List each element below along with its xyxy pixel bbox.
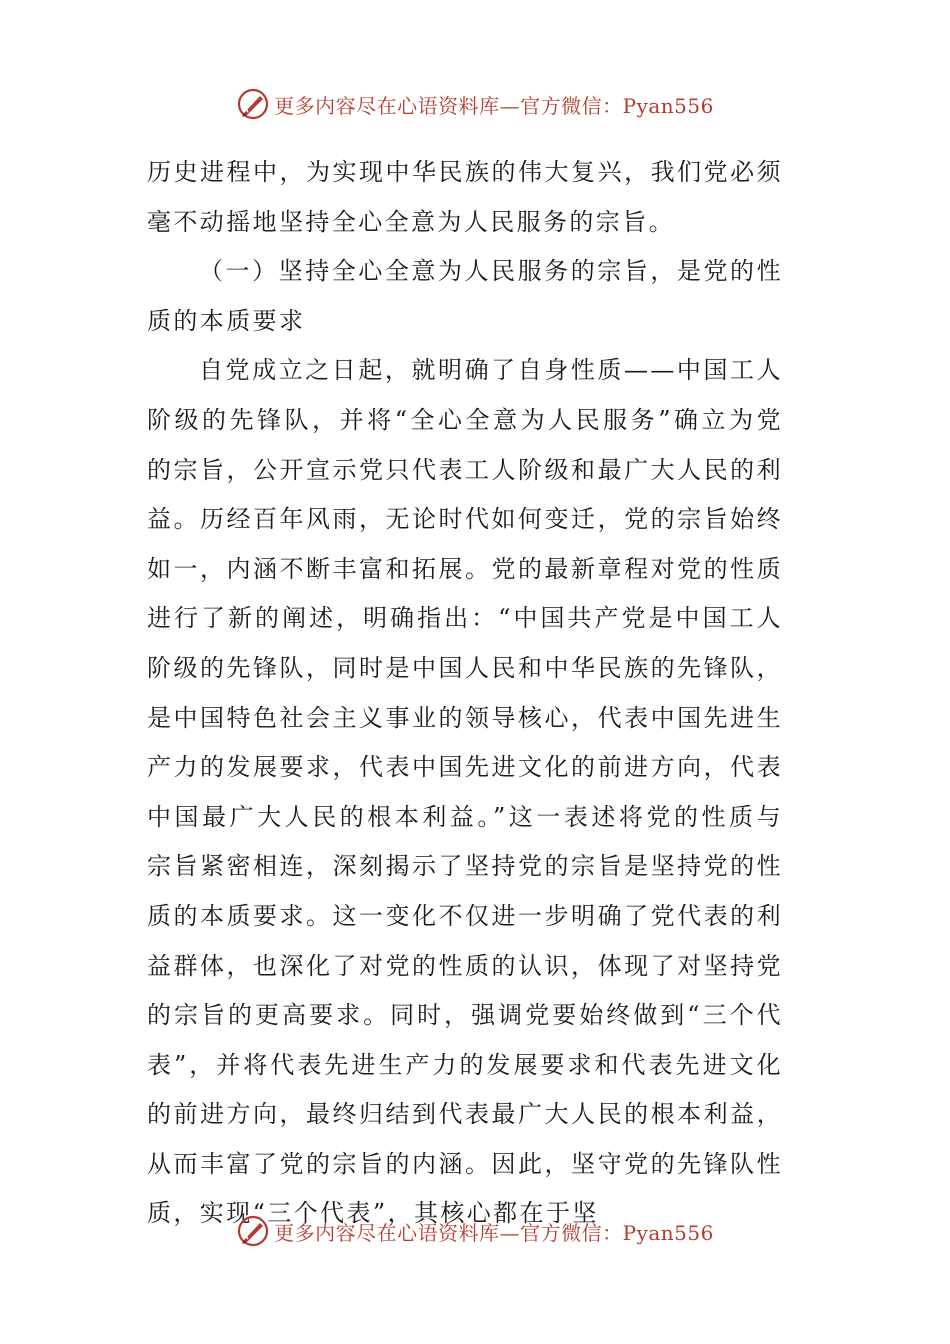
pen-logo-icon [236,87,270,121]
document-body [147,148,783,1239]
section-heading: （一）坚持全心全意为人民服务的宗旨，是党的性质的本质要求 [147,257,783,335]
header-banner-text: 更多内容尽在心语资料库—官方微信：Pyan556 [274,93,714,118]
pen-logo-icon [236,1214,270,1248]
paragraph-main: 自党成立之日起，就明确了自身性质——中国工人阶级的先锋队，并将“全心全意为人民服务”确立为党的宗旨，公开宣示党只代表工人阶级和最广大人民的利益。历经百年风雨，无论时代如何变迁，党的宗旨始终如一，内涵不断丰富和拓展。党的最新章程对党的性质进行了新的阐述，明确指出：“中国共产党是中国工人阶级的先锋队，同时是中国人民和中华民族的先锋队，是中国特色社会主义事业的领导核心，代表中国先进生产力的发展要求，代表中国先进文化的前进方向，代表中国最广大人民的根本利益。”这一表述将党的性质与宗旨紧密相连，深刻揭示了坚持党的宗旨是坚持党的性质的本质要求。这一变化不仅进一步明确了党代表的利益群体，也深化了对党的性质的认识，体现了对坚持党的宗旨的更高要求。同时，强调党要始终做到“三个代表”，并将代表先进生产力的发展要求和代表先进文化的前进方向，最终归结到代表最广大人民的根本利益，从而丰富了党的宗旨的内涵。因此，坚守党的先锋队性质，实现“三个代表”，其核心都在于坚 [147,356,783,1228]
footer-banner [0,1211,950,1251]
footer-banner-text: 更多内容尽在心语资料库—官方微信：Pyan556 [274,1220,714,1245]
paragraph-continuation: 历史进程中，为实现中华民族的伟大复兴，我们党必须毫不动摇地坚持全心全意为人民服务的宗旨。 [147,158,783,236]
header-banner [0,84,950,124]
